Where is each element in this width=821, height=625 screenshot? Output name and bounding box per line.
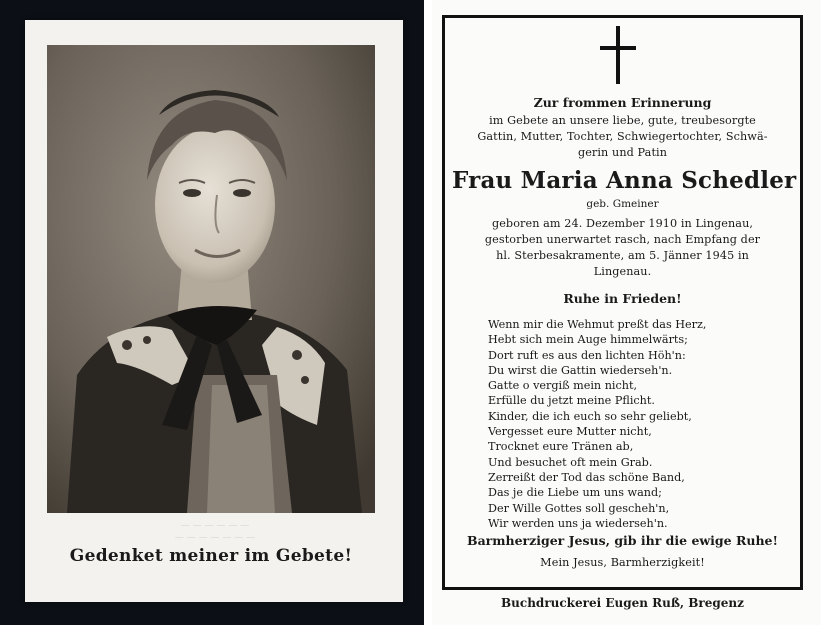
cross-icon <box>598 26 638 84</box>
remembrance-caption: Gedenket meiner im Gebete! <box>69 546 353 566</box>
maiden-name: geb. Gmeiner <box>586 198 659 210</box>
life-line: gestorben unerwartet rasch, nach Empfang der <box>484 233 761 246</box>
poem-line: Und besuchet oft mein Grab. <box>488 455 653 469</box>
poem-line: Gatte o vergiß mein nicht, <box>488 379 637 393</box>
poem-line: Trocknet eure Tränen ab, <box>488 440 634 454</box>
poem-line: Der Wille Gottes soll gescheh'n, <box>488 501 670 515</box>
intro-line: im Gebete an unsere liebe, gute, treubesorgte <box>489 114 756 127</box>
poem-line: Wenn mir die Wehmut preßt das Herz, <box>488 318 707 331</box>
poem-line: Hebt sich mein Auge himmelwärts; <box>488 333 688 347</box>
poem-line: Du wirst die Gattin wiederseh'n. <box>488 363 673 377</box>
poem-line: Das je die Liebe um uns wand; <box>488 486 662 500</box>
life-line: hl. Sterbesakramente, am 5. Jänner 1945 in <box>496 249 749 262</box>
heading: Zur frommen Erinnerung <box>533 95 712 110</box>
printer-imprint: Buchdruckerei Eugen Ruß, Bregenz <box>501 596 744 610</box>
poem-line: Dort ruft es aus den lichten Höh'n: <box>488 348 686 362</box>
memorial-poem <box>488 317 788 531</box>
deceased-name: Frau Maria Anna Schedler <box>452 167 797 194</box>
poem-line: Wir werden uns ja wiederseh'n. <box>488 516 668 530</box>
poem-line: Kinder, die ich euch so sehr geliebt, <box>488 409 692 423</box>
prayer-line-2: Mein Jesus, Barmherzigkeit! <box>540 556 705 569</box>
portrait-illustration <box>47 45 375 513</box>
bleed-through-text: — — — — — — — — — — — — — <box>174 521 256 543</box>
life-line: Lingenau. <box>593 265 652 278</box>
poem-line: Zerreißt der Tod das schöne Band, <box>488 470 685 484</box>
prayer-line: Barmherziger Jesus, gib ihr die ewige Ruhe! <box>467 533 778 548</box>
rest-in-peace: Ruhe in Frieden! <box>563 291 682 306</box>
intro-line: Gattin, Mutter, Tochter, Schwiegertochter, Schwä- <box>477 130 768 143</box>
poem-line: Erfülle du jetzt meine Pflicht. <box>488 394 655 408</box>
intro-line: gerin und Patin <box>577 146 668 159</box>
life-line: geboren am 24. Dezember 1910 in Lingenau, <box>491 217 754 230</box>
portrait-photo <box>47 45 375 513</box>
poem-line: Vergesset eure Mutter nicht, <box>488 425 652 439</box>
